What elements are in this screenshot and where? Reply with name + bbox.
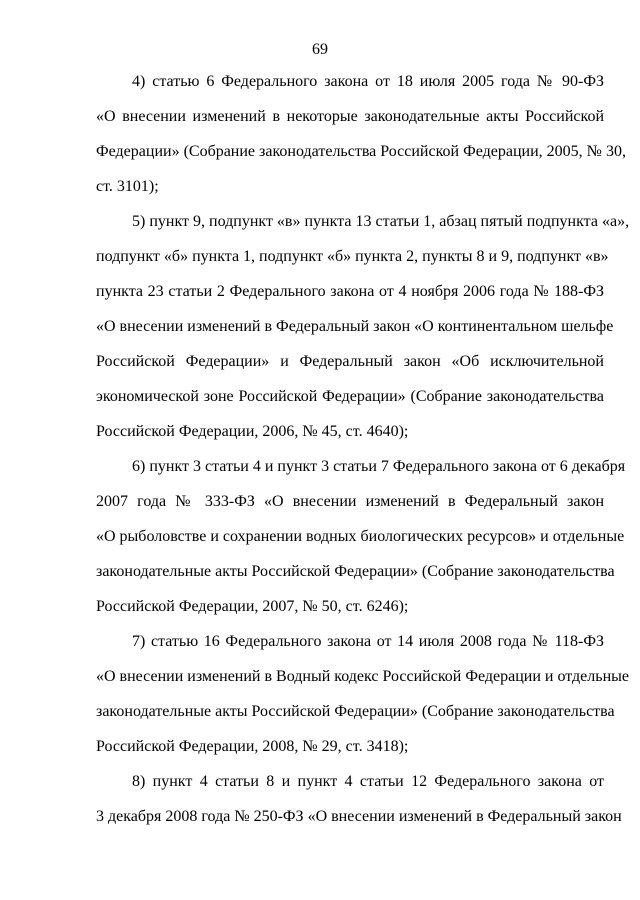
- paragraph-line: экономической зоне Российской Федерации» (Собрание законодательства: [96, 388, 604, 405]
- paragraph-line: законодательные акты Российской Федерации» (Собрание законодательства: [96, 563, 615, 580]
- paragraph-line: Федерации» (Собрание законодательства Российской Федерации, 2005, № 30,: [96, 143, 626, 160]
- paragraph-line: подпункт «б» пункта 1, подпункт «б» пункта 2, пункты 8 и 9, подпункт «в»: [96, 248, 609, 265]
- paragraph-item-7: [96, 631, 629, 771]
- paragraph-line: «О рыболовстве и сохранении водных биологических ресурсов» и отдельные: [96, 528, 625, 545]
- paragraph-line: 8) пункт 4 статьи 8 и пункт 4 статьи 12 Федерального закона от: [132, 773, 604, 790]
- paragraph-line: Российской Федерации» и Федеральный закон «Об исключительной: [96, 353, 604, 370]
- paragraph-line: «О внесении изменений в Федеральный закон «О континентальном шельфе: [96, 318, 614, 335]
- paragraph-line: 6) пункт 3 статьи 4 и пункт 3 статьи 7 Федерального закона от 6 декабря: [132, 458, 626, 475]
- paragraph-item-8: [96, 771, 622, 841]
- paragraph-line: пункта 23 статьи 2 Федерального закона от 4 ноября 2006 года № 188-ФЗ: [96, 283, 604, 300]
- paragraph-line: 2007 года № 333-ФЗ «О внесении изменений в Федеральный закон: [96, 493, 604, 510]
- paragraph-line: 3 декабря 2008 года № 250-ФЗ «О внесении изменений в Федеральный закон: [96, 808, 622, 825]
- paragraph-line: 7) статью 16 Федерального закона от 14 июля 2008 года № 118-ФЗ: [132, 633, 604, 650]
- paragraph-line: 4) статью 6 Федерального закона от 18 июля 2005 года № 90-ФЗ: [132, 73, 604, 90]
- paragraph-line: «О внесении изменений в некоторые законодательные акты Российской: [96, 108, 604, 125]
- paragraph-line: Российской Федерации, 2007, № 50, ст. 6246);: [96, 598, 409, 615]
- paragraph-line: Российской Федерации, 2008, № 29, ст. 3418);: [96, 738, 409, 755]
- paragraph-item-5: [96, 211, 630, 456]
- paragraph-line: ст. 3101);: [96, 178, 159, 195]
- paragraph-line: Российской Федерации, 2006, № 45, ст. 4640);: [96, 423, 409, 440]
- paragraph-line: «О внесении изменений в Водный кодекс Российской Федерации и отдельные: [96, 668, 629, 685]
- page-number: 69: [312, 41, 328, 58]
- paragraph-item-4: [96, 71, 626, 211]
- paragraph-line: законодательные акты Российской Федерации» (Собрание законодательства: [96, 703, 615, 720]
- paragraph-item-6: [96, 456, 626, 631]
- paragraph-line: 5) пункт 9, подпункт «в» пункта 13 статьи 1, абзац пятый подпункта «а»,: [132, 213, 630, 230]
- document-body: [96, 71, 630, 841]
